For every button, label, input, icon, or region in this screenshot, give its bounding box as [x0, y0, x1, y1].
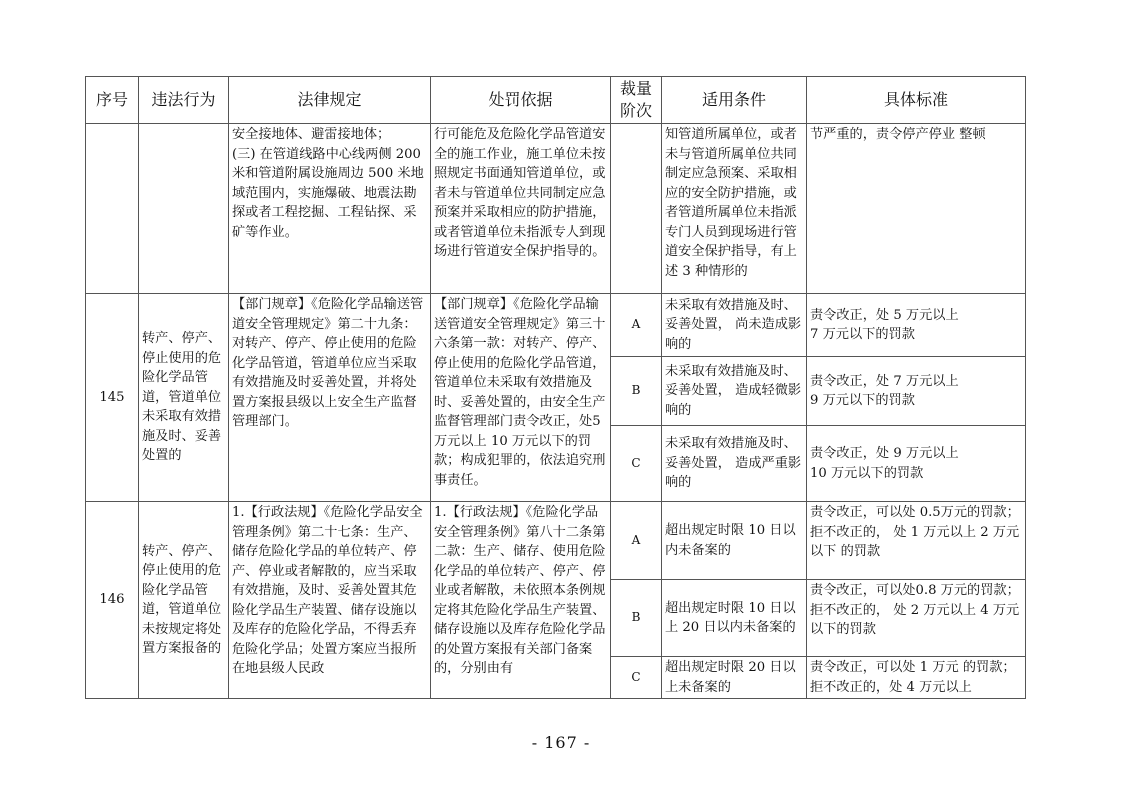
item-145-basis: 【部门规章】《危险化学品输送管道安全管理规定》第三十六条第一款：对转产、停产、停止使用的危险化学品管道，管道单位未采取有效措施及时、妥善处置的，由安全生产监督管理部门责令改正，处5 万元以上 10 万元以下的罚款；构成犯罪的，依法追究刑事责任。	[431, 294, 611, 502]
item-145-serial: 145	[86, 294, 139, 502]
header-law: 法律规定	[229, 77, 431, 124]
item-145-standard-a: 责令改正，处 5 万元以上 7 万元以下的罚款	[807, 294, 1026, 357]
cont-basis: 行可能危及危险化学品管道安全的施工作业，施工单位未按照规定书面通知管道单位，或者未与管道单位共同制定应急预案并采取相应的防护措施，或者管道单位未指派专人到现场进行管道安全保护指导的。	[431, 124, 611, 294]
table-row	[86, 294, 1026, 357]
item-146-serial: 146	[86, 502, 139, 699]
cont-serial	[86, 124, 139, 294]
header-standard: 具体标准	[807, 77, 1026, 124]
item-145-standard-c: 责令改正，处 9 万元以上 10 万元以下的罚款	[807, 426, 1026, 502]
item-146-law: 1.【行政法规】《危险化学品安全管理条例》第二十七条：生产、储存危险化学品的单位转产、停产、停业或者解散的，应当采取有效措施，及时、妥善处置其危险化学品生产装置、储存设施以及库存的危险化学品，不得丢弃危险化学品；处置方案应当报所在地县级人民政	[229, 502, 431, 699]
item-146-standard-b: 责令改正，可以处0.8 万元的罚款；拒不改正的， 处 2 万元以上 4 万元以下的罚款	[807, 580, 1026, 657]
table-header-row	[86, 77, 1026, 124]
page-number: - 167 -	[531, 733, 591, 752]
item-146-condition-c: 超出规定时限 20 日以上未备案的	[662, 657, 807, 699]
item-145-grade-b: B	[611, 357, 662, 426]
item-146-standard-c: 责令改正，可以处 1 万元 的罚款；拒不改正的，处 4 万元以上	[807, 657, 1026, 699]
cont-law: 安全接地体、避雷接地体； (三) 在管道线路中心线两侧 200 米和管道附属设施周边 500 米地域范围内，实施爆破、地震法勘探或者工程挖掘、工程钻探、采矿等作业。	[229, 124, 431, 294]
header-violation: 违法行为	[139, 77, 229, 124]
item-146-standard-a: 责令改正，可以处 0.5万元的罚款；拒不改正的， 处 1 万元以上 2 万元以下 的罚款	[807, 502, 1026, 580]
item-145-violation: 转产、停产、停止使用的危险化学品管道，管道单位未采取有效措施及时、妥善处置的	[139, 294, 229, 502]
penalty-standards-table	[85, 76, 1026, 699]
header-condition: 适用条件	[662, 77, 807, 124]
cont-violation	[139, 124, 229, 294]
item-145-condition-c: 未采取有效措施及时、妥善处置， 造成严重影响的	[662, 426, 807, 502]
item-145-condition-a: 未采取有效措施及时、妥善处置， 尚未造成影响的	[662, 294, 807, 357]
header-grade: 裁量 阶次	[611, 77, 662, 124]
item-145-law: 【部门规章】《危险化学品输送管道安全管理规定》第二十九条：对转产、停产、停止使用的危险化学品管道，管道单位应当采取有效措施及时妥善处置，并将处置方案报县级以上安全生产监督管理部门。	[229, 294, 431, 502]
item-145-grade-a: A	[611, 294, 662, 357]
item-146-violation: 转产、停产、停止使用的危险化学品管道，管道单位未按规定将处置方案报备的	[139, 502, 229, 699]
item-146-grade-b: B	[611, 580, 662, 657]
item-145-condition-b: 未采取有效措施及时、妥善处置， 造成轻微影响的	[662, 357, 807, 426]
cont-standard: 节严重的，责令停产停业 整顿	[807, 124, 1026, 294]
item-146-basis: 1.【行政法规】《危险化学品安全管理条例》第八十二条第二款：生产、储存、使用危险化学品的单位转产、停产、停业或者解散，未依照本条例规定将其危险化学品生产装置、储存设施以及库存危险化学品的处置方案报有关部门备案的，分别由有	[431, 502, 611, 699]
header-basis: 处罚依据	[431, 77, 611, 124]
item-146-grade-a: A	[611, 502, 662, 580]
cont-grade	[611, 124, 662, 294]
table-row	[86, 502, 1026, 580]
item-146-grade-c: C	[611, 657, 662, 699]
header-serial: 序号	[86, 77, 139, 124]
cont-condition: 知管道所属单位，或者未与管道所属单位共同制定应急预案、采取相应的安全防护措施，或者管道所属单位未指派专门人员到现场进行管道安全保护指导，有上述 3 种情形的	[662, 124, 807, 294]
item-146-condition-a: 超出规定时限 10 日以内未备案的	[662, 502, 807, 580]
item-145-standard-b: 责令改正，处 7 万元以上 9 万元以下的罚款	[807, 357, 1026, 426]
item-145-grade-c: C	[611, 426, 662, 502]
continuation-row	[86, 124, 1026, 294]
item-146-condition-b: 超出规定时限 10 日以上 20 日以内未备案的	[662, 580, 807, 657]
